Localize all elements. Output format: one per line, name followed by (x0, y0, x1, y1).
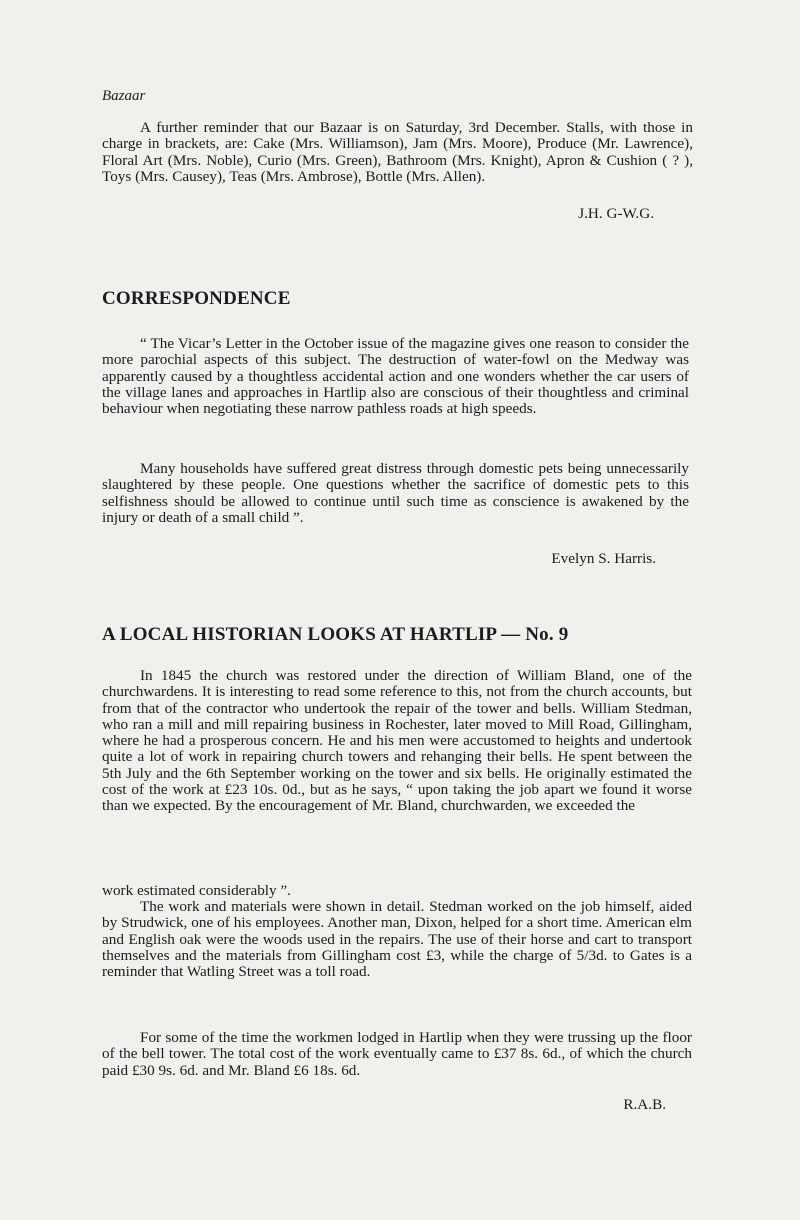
historian-paragraph-1-continued: work estimated considerably ”. (102, 882, 291, 899)
correspondence-paragraph-1: “ The Vicar’s Letter in the October issue of the magazine gives one reason to consider the more parochial aspects of this subject. The destruction of water-fowl on the Medway was apparently caused by a thoughtless accidental action and one wonders whether the car users of the village lanes and approaches in Hartlip also are conscious of their thoughtless and criminal behaviour when negotiating these narrow pathless roads at high speeds. (102, 335, 689, 418)
correspondence-signature: Evelyn S. Harris. (551, 550, 656, 567)
bazaar-signature: J.H. G-W.G. (578, 205, 654, 222)
bazaar-kicker: Bazaar (102, 88, 146, 104)
bazaar-body: A further reminder that our Bazaar is on Saturday, 3rd December. Stalls, with those in charge in brackets, are: Cake (Mrs. Williamson), Jam (Mrs. Moore), Produce (Mr. Lawrence), Floral Art (Mrs. Noble), Curio (Mrs. Green), Bathroom (Mrs. Knight), Apron & Cushion ( ? ), Toys (Mrs. Causey), Teas (Mrs. Ambrose), Bottle (Mrs. Allen). (102, 119, 693, 185)
correspondence-paragraph-2: Many households have suffered great distress through domestic pets being unnecessarily slaughtered by these people. One questions whether the sacrifice of domestic pets to this selfishness should be allowed to continue until such time as conscience is awakened by the injury or death of a small child ”. (102, 460, 689, 526)
historian-paragraph-3: For some of the time the workmen lodged in Hartlip when they were trussing up the floor of the bell tower. The total cost of the work eventually came to £37 8s. 6d., of which the church paid £30 9s. 6d. and Mr. Bland £6 18s. 6d. (102, 1029, 692, 1079)
historian-heading: A LOCAL HISTORIAN LOOKS AT HARTLIP — No. 9 (102, 624, 569, 645)
historian-paragraph-1: In 1845 the church was restored under the direction of William Bland, one of the churchwardens. It is interesting to read some reference to this, not from the church accounts, but from that of the contractor who undertook the repair of the tower and bells. William Stedman, who ran a mill and mill repairing business in Rochester, later moved to Mill Road, Gillingham, where he had a prosperous concern. He and his men were accustomed to heights and undertook quite a lot of work in repairing church towers and rehanging their bells. He spent between the 5th July and the 6th September working on the tower and six bells. He originally estimated the cost of the work at £23 10s. 0d., but as he says, “ upon taking the job apart we found it worse than we expected. By the encouragement of Mr. Bland, churchwarden, we exceeded the (102, 667, 692, 815)
historian-paragraph-2: The work and materials were shown in detail. Stedman worked on the job himself, aided by Strudwick, one of his employees. Another man, Dixon, helped for a short time. American elm and English oak were the woods used in the repairs. The use of their horse and cart to transport themselves and the materials from Gillingham cost £3, while the charge of 5/3d. to Gates is a reminder that Watling Street was a toll road. (102, 898, 692, 981)
correspondence-heading: CORRESPONDENCE (102, 288, 291, 309)
historian-signature: R.A.B. (623, 1096, 666, 1113)
